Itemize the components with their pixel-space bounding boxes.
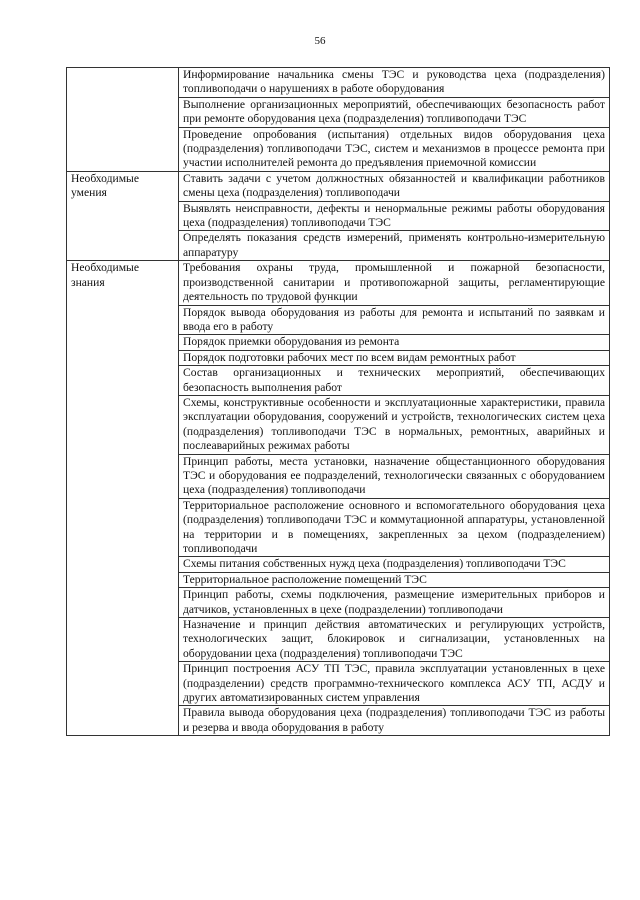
table-row — [67, 261, 610, 305]
table-cell: Территориальное расположение помещений ТЭС — [179, 572, 610, 587]
table-cell: Принцип работы, места установки, назначение общестанционного оборудования ТЭС и оборудования ее подразделений, технологически связанных с оборудованием цеха (подразделения) топливоподачи — [179, 454, 610, 498]
table-cell: Информирование начальника смены ТЭС и руководства цеха (подразделения) топливоподачи о нарушениях в работе оборудования — [179, 68, 610, 98]
competency-table — [66, 67, 610, 736]
table-row — [67, 68, 610, 98]
table-cell: Проведение опробования (испытания) отдельных видов оборудования цеха (подразделения) топливоподачи ТЭС, систем и механизмов в процессе ремонта при участии исполнителей ремонта до предъявления приемочной комиссии — [179, 127, 610, 171]
table-cell: Назначение и принцип действия автоматических и регулирующих устройств, технологических защит, блокировок и сигнализации, установленных на оборудовании цеха (подразделения) топливоподачи ТЭС — [179, 618, 610, 662]
table-cell: Порядок вывода оборудования из работы для ремонта и испытаний по заявкам и ввода его в работу — [179, 305, 610, 335]
table-cell: Принцип работы, схемы подключения, размещение измерительных приборов и датчиков, установленных в цехе (подразделении) топливоподачи — [179, 588, 610, 618]
table-cell: Определять показания средств измерений, применять контрольно-измерительную аппаратуру — [179, 231, 610, 261]
table-cell: Правила вывода оборудования цеха (подразделения) топливоподачи ТЭС из работы и резерва и ввода оборудования в работу — [179, 706, 610, 736]
table-cell: Требования охраны труда, промышленной и пожарной безопасности, производственной санитарии и противопожарной защиты, регламентирующие деятельность по трудовой функции — [179, 261, 610, 305]
table-cell: Состав организационных и технических мероприятий, обеспечивающих безопасность выполнения работ — [179, 366, 610, 396]
table-cell: Схемы, конструктивные особенности и эксплуатационные характеристики, правила эксплуатации оборудования, сооружений и устройств, технологических систем цеха (подразделения) топливоподачи ТЭС в нормальных, ремонтных, аварийных и послеаварийных режимах работы — [179, 395, 610, 454]
section-heading — [67, 68, 179, 172]
table-cell: Территориальное расположение основного и вспомогательного оборудования цеха (подразделения) топливоподачи ТЭС и коммутационной аппаратуры, установленной на территории и в помещениях, закрепленных за цехом (подразделением) топливоподачи — [179, 498, 610, 557]
table-cell: Ставить задачи с учетом должностных обязанностей и квалификации работников смены цеха (подразделения) топливоподачи — [179, 171, 610, 201]
table-cell: Порядок подготовки рабочих мест по всем видам ремонтных работ — [179, 350, 610, 365]
table-cell: Выполнение организационных мероприятий, обеспечивающих безопасность работ при ремонте оборудования цеха (подразделения) топливоподачи ТЭС — [179, 97, 610, 127]
table-row — [67, 171, 610, 201]
table-cell: Принцип построения АСУ ТП ТЭС, правила эксплуатации установленных в цехе (подразделении) средств программно-технического комплекса АСУ ТП, АСДУ и других автоматизированных систем управления — [179, 662, 610, 706]
table-cell: Схемы питания собственных нужд цеха (подразделения) топливоподачи ТЭС — [179, 557, 610, 572]
section-heading-skills: Необходимые умения — [67, 171, 179, 260]
page-number: 56 — [314, 35, 326, 47]
table-cell: Выявлять неисправности, дефекты и ненормальные режимы работы оборудования цеха (подразделения) топливоподачи ТЭС — [179, 201, 610, 231]
section-heading-knowledge: Необходимые знания — [67, 261, 179, 736]
table-cell: Порядок приемки оборудования из ремонта — [179, 335, 610, 350]
